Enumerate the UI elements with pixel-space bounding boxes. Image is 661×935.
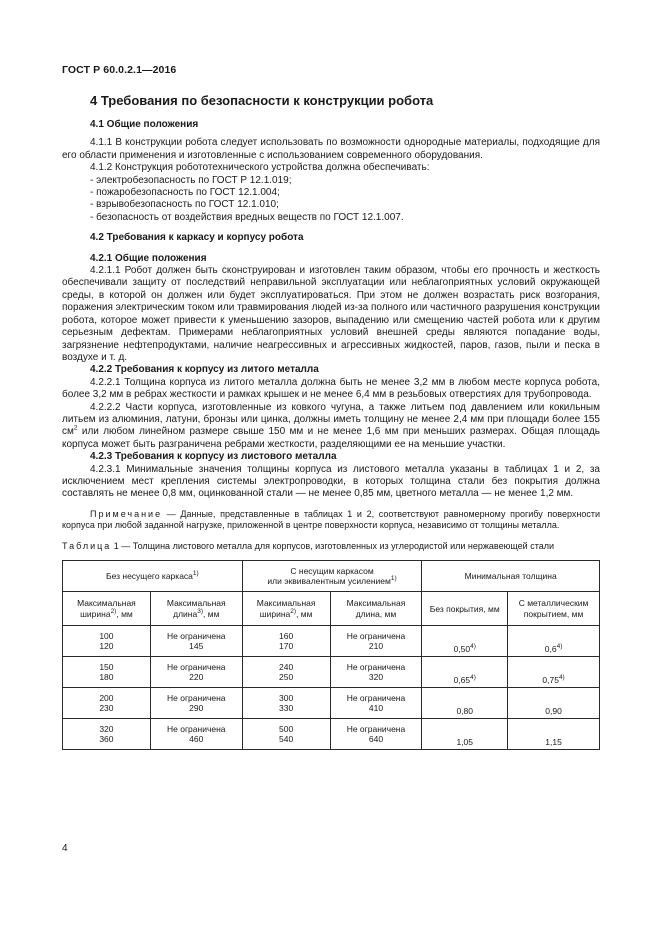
cell-value: 210 xyxy=(368,641,384,652)
header-text: Максимальная xyxy=(256,598,316,609)
cell-value: 0,50 xyxy=(453,643,471,654)
table-row xyxy=(63,626,600,657)
footnote-ref: 1) xyxy=(390,575,397,583)
paragraph-4-2-2-2 xyxy=(62,402,600,452)
cell-value: 180 xyxy=(99,672,114,683)
section-4-2-title: 4.2 Требования к каркасу и корпусу робота xyxy=(90,232,304,244)
cell-value: 320 xyxy=(368,672,384,683)
column-header-max-length xyxy=(150,592,242,626)
cell-value: Не ограничена xyxy=(346,661,406,672)
cell-width xyxy=(63,688,151,719)
cell-value: 170 xyxy=(279,641,294,652)
cell-length xyxy=(150,688,242,719)
table-1-caption xyxy=(62,541,600,552)
footnote-ref: 4) xyxy=(556,643,563,651)
list-item: - пожаробезопасность по ГОСТ 12.1.004; xyxy=(90,187,280,199)
group-header-min-thickness: Минимальная толщина xyxy=(422,561,600,592)
cell-length-frame xyxy=(330,626,422,657)
group-header-with-frame xyxy=(242,561,422,592)
cell-value: 145 xyxy=(189,641,204,652)
cell-coated xyxy=(508,626,600,657)
footnote-ref: 1) xyxy=(192,570,199,578)
cell-value: Не ограничена xyxy=(346,692,406,703)
header-text: Максимальная xyxy=(346,598,406,609)
column-header-max-length-frame xyxy=(330,592,422,626)
header-text: ширина xyxy=(80,608,111,619)
footnote-ref: 4) xyxy=(470,674,476,682)
header-text: длина xyxy=(173,608,198,619)
paragraph-4-2-2-2-part-b: или любом линейном размере свыше 150 мм и не менее 1,6 мм при меньших размерах. Общая площадь корпуса может быть разграничена ребрами жесткости, разделяющими ее на меньшие участки. xyxy=(62,426,600,450)
group-header-no-frame xyxy=(63,561,243,592)
header-text: покрытием, мм xyxy=(523,608,584,619)
section-4-title: 4 Требования по безопасности к конструкции робота xyxy=(90,93,434,108)
paragraph-4-1-1: 4.1.1 В конструкции робота следует использовать по возможности однородные материалы, подходящие для его области применения и изготовленные с использованием современного оборудования. xyxy=(62,137,600,161)
cell-value: 1,15 xyxy=(545,736,562,747)
cell-value: Не ограничена xyxy=(167,661,226,672)
table-label: Таблица xyxy=(62,541,112,552)
section-4-2-1-title: 4.2.1 Общие положения xyxy=(90,252,207,264)
cell-value: Не ограничена xyxy=(346,723,406,734)
cell-value: 0,6 xyxy=(544,643,557,654)
cell-uncoated xyxy=(422,626,508,657)
cell-value: 540 xyxy=(279,734,294,745)
group-header-text: С несущим каркасом xyxy=(290,565,374,576)
cell-value: 300 xyxy=(279,692,294,703)
cell-value: 320 xyxy=(99,723,114,734)
cell-value: 240 xyxy=(279,661,294,672)
column-header-max-width-frame xyxy=(242,592,330,626)
table-caption-text: 1 — Толщина листового металла для корпусов, изготовленных из углеродистой или нержавеющей стали xyxy=(111,541,555,552)
header-text: Максимальная xyxy=(166,598,226,609)
cell-length-frame xyxy=(330,688,422,719)
cell-coated xyxy=(508,657,600,688)
paragraph-4-2-1-1: 4.2.1.1 Робот должен быть сконструирован и изготовлен таким образом, чтобы его прочность и жесткость обеспечивали защиту от последствий неправильной эксплуатации или неблагоприятных условий окружающей среды, в которой он должен или будет эксплуатироваться. При этом не должен возрастать риск возгорания, поражения электрическим током или травмирования людей из-за полного или частичного разрушения конструкции робота, которое может привести к уменьшению зазоров, выпадению или смещению частей робота или к другим серьезным дефектам. Примерами неблагоприятных условий внешней среды являются попадание воды, загрязнение нефтепродуктами, наличие неагрессивных и агрессивных жидкостей, паров, газов, пыли и песка в воздухе и т. д. xyxy=(62,265,600,363)
footnote-ref: 2) xyxy=(110,608,117,616)
note-label: Примечание xyxy=(90,508,163,519)
paragraph-4-2-2-1: 4.2.2.1 Толщина корпуса из литого металла должна быть не менее 3,2 мм в любом месте корпуса робота, более 3,2 мм в ребрах жесткости и рамках крышек и не менее 6,4 мм в резьбовых отверстиях для трубопровода. xyxy=(62,376,600,401)
table-row xyxy=(63,688,600,719)
cell-uncoated xyxy=(422,688,508,719)
header-unit: , мм xyxy=(203,608,220,619)
cell-value: 250 xyxy=(279,672,294,683)
area-unit-superscript: 2 xyxy=(73,425,78,433)
paragraph-4-2-3-1: 4.2.3.1 Минимальные значения толщины корпуса из листового металла указаны в таблицах 1 и 2, за исключением мест крепления системы электропроводки, в которых толщина стали без покрытия должна составлять не менее 0,8 мм, оцинкованной стали — не менее 0,85 мм, цветного металла — не менее 1,2 мм. xyxy=(62,463,600,500)
cell-width-frame xyxy=(242,688,330,719)
cell-value: 330 xyxy=(279,703,294,714)
header-text: Максимальная xyxy=(77,598,136,609)
cell-width xyxy=(63,626,151,657)
footnote-ref: 2) xyxy=(290,608,297,616)
cell-length-frame xyxy=(330,657,422,688)
group-header-text: или эквивалентным усилением xyxy=(267,576,391,587)
document-code-header: ГОСТ Р 60.0.2.1—2016 xyxy=(62,64,177,76)
column-header-max-width xyxy=(63,592,151,626)
cell-uncoated xyxy=(422,657,508,688)
cell-value: 100 xyxy=(99,630,114,641)
cell-length xyxy=(150,657,242,688)
footnote-ref: 4) xyxy=(558,674,565,682)
header-text: длина, мм xyxy=(355,608,397,619)
cell-length xyxy=(150,719,242,750)
cell-width xyxy=(63,657,151,688)
cell-value: 120 xyxy=(99,641,114,652)
paragraph-4-2-2-2-part-a: 4.2.2.2 Части корпуса, изготовленные из ковкого чугуна, а также литьем под давлением или кокильным литьем из алюминия, латуни, бронзы или цинка, должны иметь толщину не менее 2,4 мм при площади более 155 см xyxy=(62,401,600,438)
cell-value: 410 xyxy=(368,703,384,714)
table-1 xyxy=(62,560,600,750)
cell-coated xyxy=(508,688,600,719)
table-row xyxy=(63,657,600,688)
cell-value: 0,90 xyxy=(545,705,562,716)
column-header-uncoated: Без покрытия, мм xyxy=(422,592,508,626)
note xyxy=(62,509,600,531)
cell-length-frame xyxy=(330,719,422,750)
section-4-1-title: 4.1 Общие положения xyxy=(90,119,199,130)
cell-value: 200 xyxy=(99,692,114,703)
cell-width xyxy=(63,719,151,750)
header-unit: , мм xyxy=(296,608,313,619)
cell-value: 220 xyxy=(189,672,204,683)
cell-value: Не ограничена xyxy=(167,723,226,734)
section-4-2-3-title: 4.2.3 Требования к корпусу из листового металла xyxy=(90,451,337,463)
cell-value: Не ограничена xyxy=(167,692,226,703)
footnote-ref: 3) xyxy=(197,608,203,616)
table-row xyxy=(63,719,600,750)
cell-value: 290 xyxy=(189,703,204,714)
cell-value: 1,05 xyxy=(456,736,474,747)
column-header-coated xyxy=(508,592,600,626)
cell-coated xyxy=(508,719,600,750)
cell-width-frame xyxy=(242,657,330,688)
page-number: 4 xyxy=(62,843,68,854)
cell-value: 230 xyxy=(99,703,114,714)
cell-width-frame xyxy=(242,626,330,657)
cell-value: 0,65 xyxy=(453,674,471,685)
list-item: - электробезопасность по ГОСТ Р 12.1.019; xyxy=(90,174,292,186)
cell-value: 160 xyxy=(279,630,294,641)
cell-value: 360 xyxy=(99,734,114,745)
table-group-header-row xyxy=(63,561,600,592)
list-item: - безопасность от воздействия вредных веществ по ГОСТ 12.1.007. xyxy=(90,211,404,223)
list-item: - взрывобезопасность по ГОСТ 12.1.010; xyxy=(90,199,279,211)
cell-value: 500 xyxy=(279,723,294,734)
paragraph-4-1-2: 4.1.2 Конструкция робототехнического устройства должна обеспечивать: xyxy=(90,162,430,174)
section-4-2-2-title: 4.2.2 Требования к корпусу из литого металла xyxy=(90,364,319,376)
group-header-text: Без несущего каркаса xyxy=(106,571,193,582)
note-text: — Данные, представленные в таблицах 1 и 2, соответствуют равномерному прогибу поверхности корпуса при любой заданной нагрузке, приложенной в центре поверхности корпуса, независимо от толщины металла. xyxy=(62,508,600,530)
cell-value: 460 xyxy=(189,734,204,745)
cell-length xyxy=(150,626,242,657)
cell-value: 150 xyxy=(99,661,114,672)
cell-value: 0,80 xyxy=(456,705,474,716)
cell-width-frame xyxy=(242,719,330,750)
table-subheader-row xyxy=(63,592,600,626)
cell-value: 0,75 xyxy=(542,674,559,685)
header-unit: , мм xyxy=(116,608,133,619)
footnote-ref: 4) xyxy=(470,643,476,651)
header-text: ширина xyxy=(259,608,291,619)
cell-uncoated xyxy=(422,719,508,750)
cell-value: Не ограничена xyxy=(346,630,406,641)
cell-value: Не ограничена xyxy=(167,630,226,641)
document-body xyxy=(62,93,600,750)
header-text: С металлическим xyxy=(518,598,589,609)
cell-value: 640 xyxy=(368,734,384,745)
